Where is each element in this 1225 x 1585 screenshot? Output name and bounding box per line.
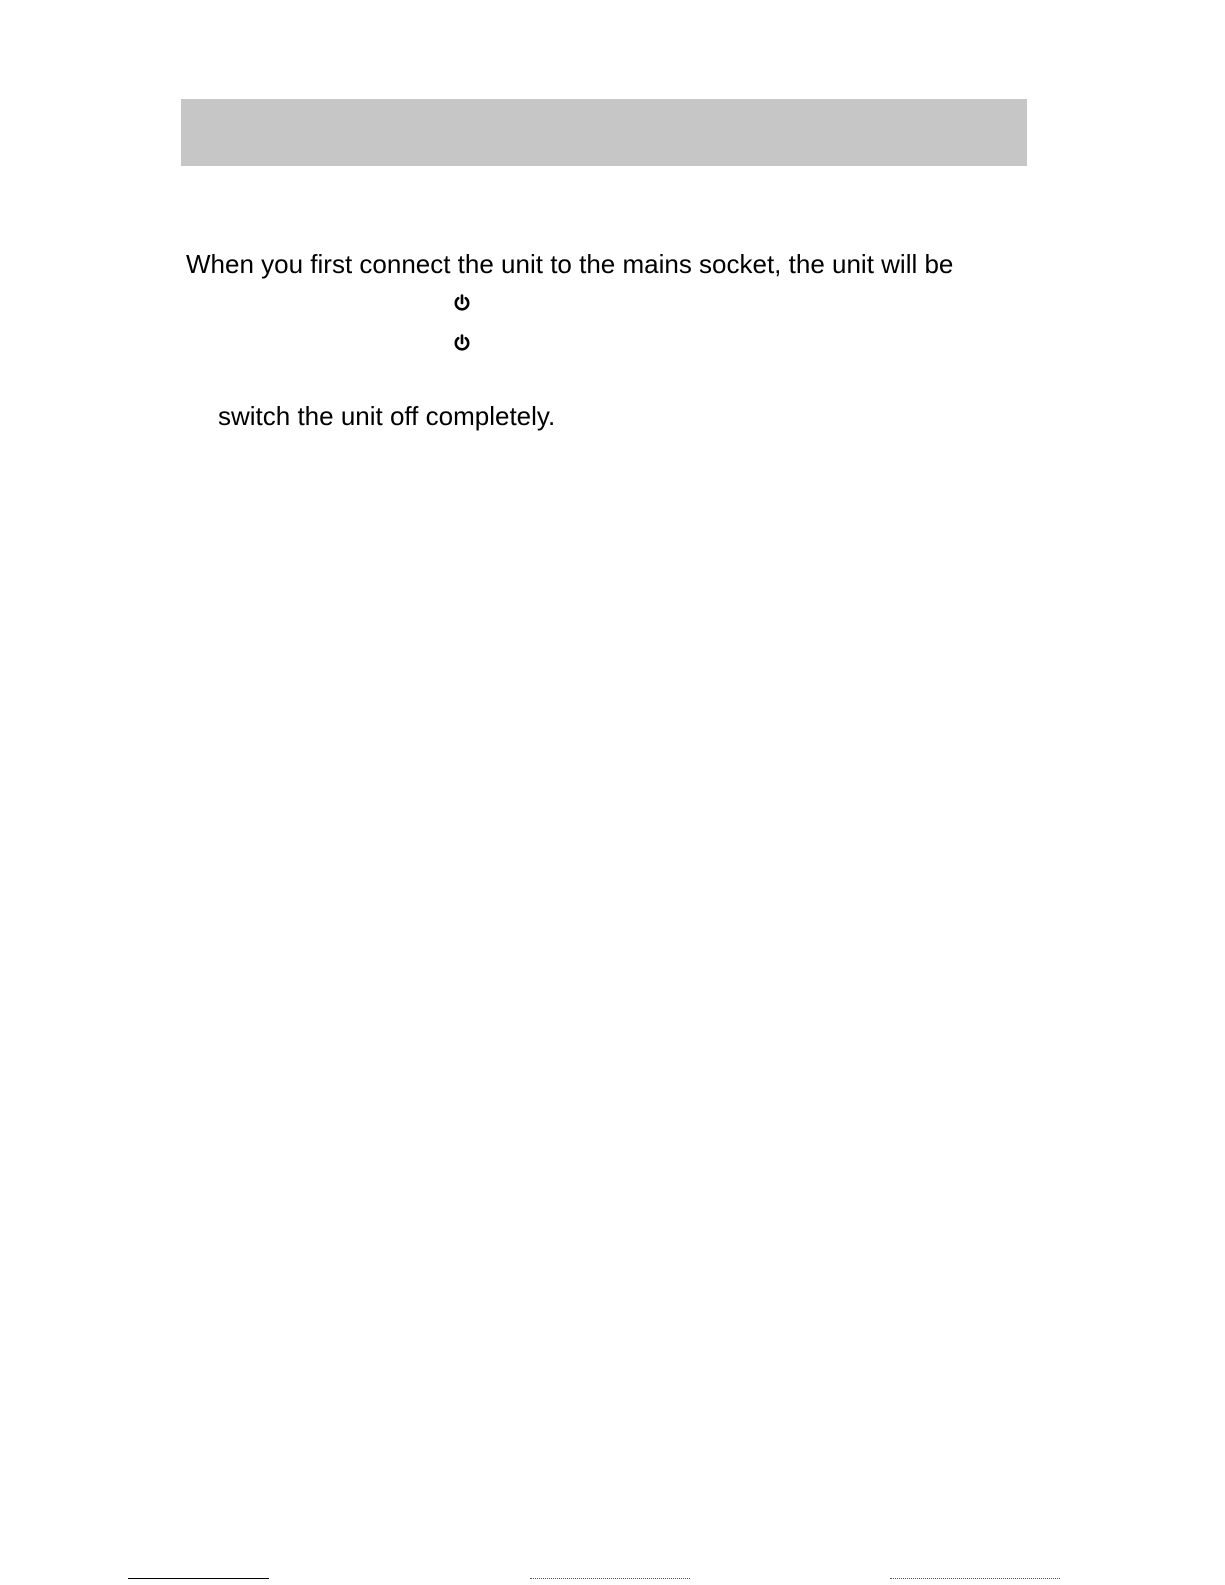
section-header-bar [181,99,1027,166]
body-text-line-1: When you first connect the unit to the mains socket, the unit will be [186,249,954,279]
footer-rule [890,1578,1060,1579]
footer-rule [530,1578,690,1579]
power-icon [452,333,472,353]
body-text-line-4: switch the unit off completely. [218,401,556,431]
footer-rule [128,1578,269,1579]
power-icon [452,293,472,313]
